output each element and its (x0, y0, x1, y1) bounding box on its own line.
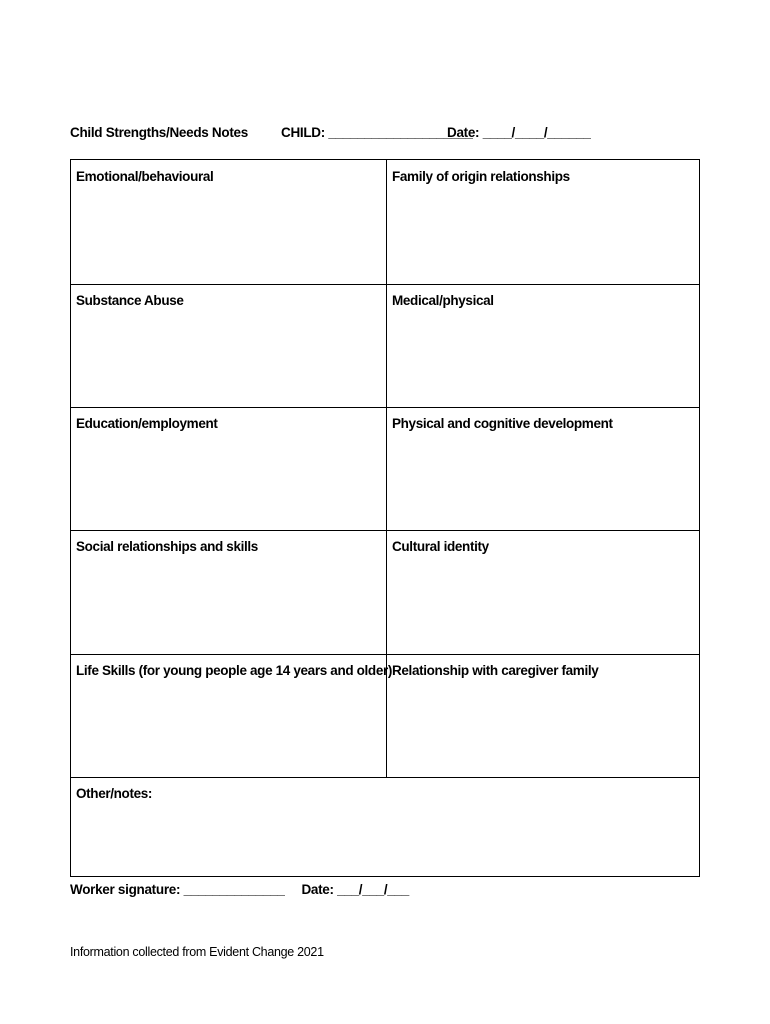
child-name-field[interactable]: CHILD: ____________________ (281, 125, 473, 140)
section-label: Physical and cognitive development (392, 416, 613, 431)
section-label: Life Skills (for young people age 14 years and older) (76, 663, 393, 678)
section-cultural-identity[interactable] (387, 530, 700, 654)
section-label: Medical/physical (392, 293, 494, 308)
section-medical-physical[interactable] (387, 284, 700, 407)
signature-row (70, 882, 409, 897)
section-caregiver-relationship[interactable] (387, 654, 700, 777)
signature-date-field[interactable]: Date: ___/___/___ (301, 882, 409, 897)
section-label: Substance Abuse (76, 293, 184, 308)
form-title: Child Strengths/Needs Notes (70, 125, 248, 140)
section-education-employment[interactable] (71, 407, 386, 530)
section-social-relationships[interactable] (71, 530, 386, 654)
section-label: Relationship with caregiver family (392, 663, 599, 678)
section-physical-cognitive-development[interactable] (387, 407, 700, 530)
section-label: Other/notes: (76, 786, 153, 801)
worker-signature-field[interactable]: Worker signature: ______________ (70, 882, 285, 897)
section-label: Education/employment (76, 416, 218, 431)
section-label: Cultural identity (392, 539, 489, 554)
source-note: Information collected from Evident Change 2021 (70, 945, 324, 959)
section-label: Family of origin relationships (392, 169, 570, 184)
section-emotional-behavioural[interactable] (71, 160, 386, 284)
notes-table (70, 159, 700, 877)
header-date-field[interactable]: Date: ____/____/______ (447, 125, 591, 140)
section-other-notes[interactable] (71, 777, 700, 877)
section-life-skills[interactable] (71, 654, 393, 777)
section-label: Social relationships and skills (76, 539, 258, 554)
section-label: Emotional/behavioural (76, 169, 214, 184)
section-substance-abuse[interactable] (71, 284, 386, 407)
section-family-of-origin[interactable] (387, 160, 700, 284)
